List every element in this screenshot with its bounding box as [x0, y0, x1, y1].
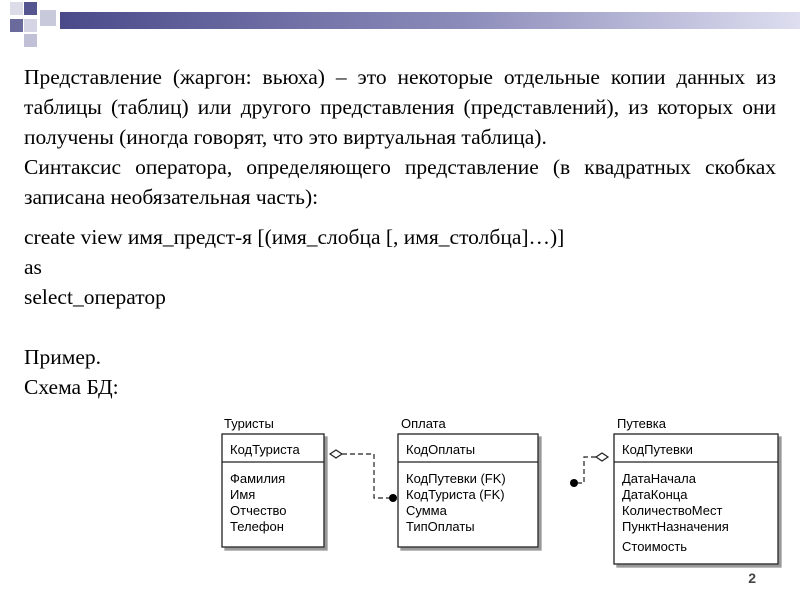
syntax-line-1: create view имя_предст-я [(имя_слобца [, имя_столбца]…)]	[24, 225, 565, 249]
table-voucher-title: Путевка	[617, 416, 666, 431]
table-tourists	[222, 416, 324, 547]
table-payment-pk: КодОплаты	[406, 442, 476, 457]
relation-tourists-payment	[330, 450, 397, 502]
table-tourists-field: Отчество	[230, 503, 287, 518]
table-payment-field: КодПутевки (FK)	[406, 471, 506, 486]
table-payment-field: КодТуриста (FK)	[406, 487, 505, 502]
slide-number: 2	[748, 570, 756, 586]
syntax-line-3: select_оператор	[24, 285, 166, 309]
syntax-line-2: as	[24, 255, 42, 279]
dot-icon	[389, 494, 397, 502]
example-label: Пример.	[24, 345, 102, 369]
table-voucher-field: ДатаНачала	[622, 471, 696, 486]
table-voucher-field: ДатаКонца	[622, 487, 688, 502]
diamond-icon	[330, 450, 342, 458]
schema-label: Схема БД:	[24, 375, 119, 399]
table-tourists-field: Имя	[230, 487, 256, 502]
table-payment-field: Сумма	[406, 503, 447, 518]
definition-paragraph: Представление (жаргон: вьюха) – это некоторые отдельные копии данных из таблицы (таблиц) или другого представления (представлений), из которых они получены (иногда говорят, что это виртуальная таблица).	[24, 65, 776, 149]
dot-icon	[570, 479, 578, 487]
table-payment-title: Оплата	[401, 416, 446, 431]
table-tourists-pk: КодТуриста	[230, 442, 300, 457]
table-voucher-field: КоличествоМест	[622, 503, 723, 518]
table-tourists-field: Фамилия	[230, 471, 286, 486]
table-tourists-title: Туристы	[224, 416, 274, 431]
diamond-icon	[596, 453, 608, 461]
table-voucher-field: Стоимость	[622, 539, 688, 554]
syntax-intro-paragraph: Синтаксис оператора, определяющего представление (в квадратных скобках записана необязательная часть):	[24, 155, 776, 209]
table-voucher-field: ПунктНазначения	[622, 519, 729, 534]
table-tourists-field: Телефон	[230, 519, 284, 534]
table-payment	[398, 416, 538, 547]
table-voucher	[614, 416, 778, 564]
relation-voucher-payment	[570, 453, 608, 487]
table-payment-field: ТипОплаты	[406, 519, 475, 534]
table-voucher-pk: КодПутевки	[622, 442, 693, 457]
